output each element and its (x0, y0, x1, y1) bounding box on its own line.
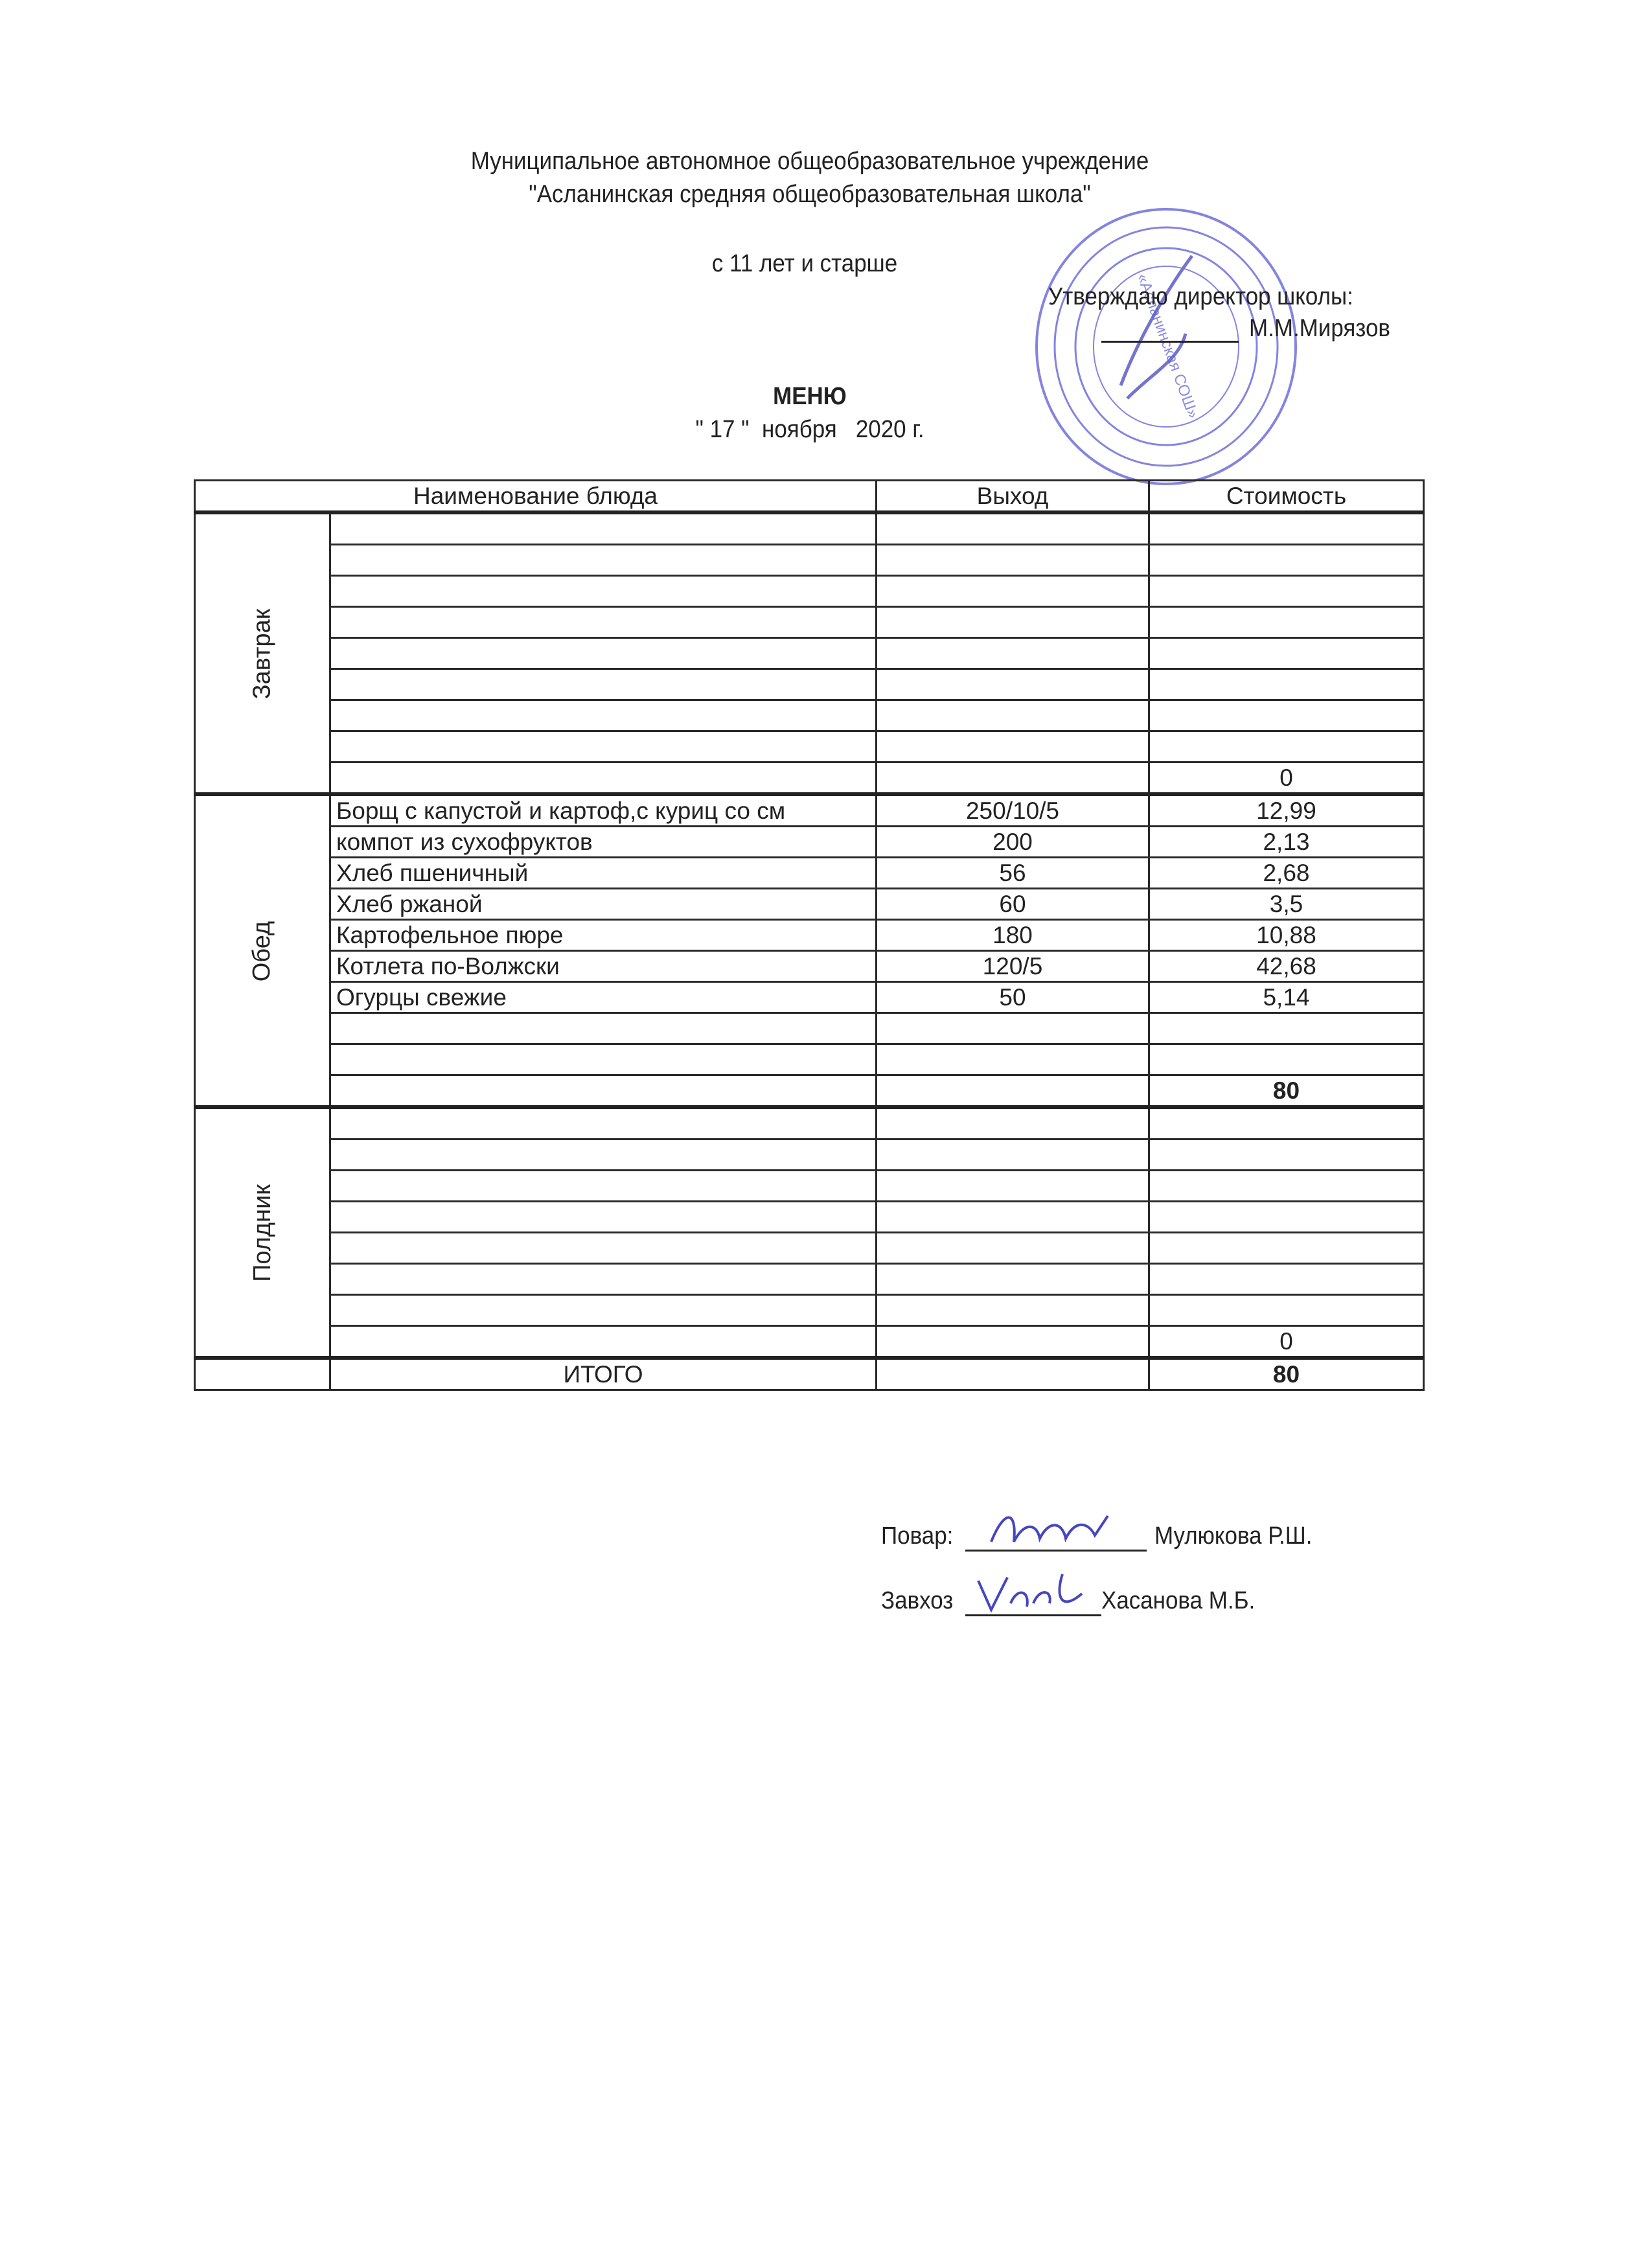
cost-cell (1149, 576, 1424, 607)
cost-cell: 80 (1149, 1075, 1424, 1108)
cook-label: Повар: (881, 1522, 954, 1550)
output-cell (877, 1140, 1149, 1171)
cost-cell (1149, 1202, 1424, 1233)
approve-label: Утверждаю директор школы: (1048, 283, 1353, 310)
total-output (877, 1358, 1149, 1390)
table-row (195, 1295, 1424, 1326)
table-row (195, 858, 1424, 889)
output-cell (877, 576, 1149, 607)
output-cell: 120/5 (877, 951, 1149, 982)
dish-name-cell: Картофельное пюре (330, 920, 877, 951)
table-header-row (195, 481, 1424, 513)
menu-date: " 17 " ноября 2020 г. (695, 416, 924, 443)
dish-name-cell: Борщ с капустой и картоф,с куриц со см (330, 794, 877, 827)
dish-name-cell (330, 1171, 877, 1202)
total-empty-cell (195, 1358, 330, 1390)
output-cell (877, 1233, 1149, 1264)
dish-name-cell (330, 1202, 877, 1233)
output-cell (877, 669, 1149, 700)
table-row (195, 920, 1424, 951)
dish-name-cell (330, 607, 877, 638)
cost-cell: 42,68 (1149, 951, 1424, 982)
dish-name-cell (330, 1013, 877, 1044)
cost-cell: 3,5 (1149, 889, 1424, 920)
cost-cell (1149, 1295, 1424, 1326)
table-row (195, 1140, 1424, 1171)
table-row (195, 731, 1424, 762)
table-row (195, 700, 1424, 731)
table-row (195, 638, 1424, 669)
column-header-output: Выход (877, 481, 1149, 513)
storekeeper-signature (972, 1568, 1101, 1620)
table-row (195, 607, 1424, 638)
director-signature-line (1101, 341, 1239, 343)
cost-cell: 0 (1149, 1326, 1424, 1358)
storekeeper-name: Хасанова М.Б. (1101, 1587, 1256, 1614)
table-row (195, 512, 1424, 545)
cook-name: Мулюкова Р.Ш. (1154, 1522, 1313, 1550)
output-cell: 180 (877, 920, 1149, 951)
table-row (195, 762, 1424, 795)
cook-signature (985, 1503, 1114, 1555)
total-cost: 80 (1149, 1358, 1424, 1390)
output-cell (877, 512, 1149, 545)
output-cell: 250/10/5 (877, 794, 1149, 827)
dish-name-cell (330, 576, 877, 607)
org-line-1: Муниципальное автономное общеобразовательное учреждение (470, 148, 1149, 175)
org-line-2: "Асланинская средняя общеобразовательная школа" (529, 181, 1091, 208)
cost-cell (1149, 512, 1424, 545)
cost-cell (1149, 1013, 1424, 1044)
dish-name-cell (330, 1264, 877, 1295)
cost-cell (1149, 1171, 1424, 1202)
cost-cell (1149, 545, 1424, 576)
output-cell (877, 1013, 1149, 1044)
output-cell (877, 1295, 1149, 1326)
table-row (195, 545, 1424, 576)
table-row (195, 1013, 1424, 1044)
output-cell (877, 1171, 1149, 1202)
section-label-cell (195, 794, 330, 1107)
table-row (195, 1264, 1424, 1295)
dish-name-cell: Котлета по-Волжски (330, 951, 877, 982)
age-group: с 11 лет и старше (711, 250, 898, 277)
cost-cell: 0 (1149, 762, 1424, 795)
cost-cell: 2,68 (1149, 858, 1424, 889)
dish-name-cell (330, 638, 877, 669)
table-row (195, 669, 1424, 700)
total-row (195, 1358, 1424, 1390)
dish-name-cell: Хлеб ржаной (330, 889, 877, 920)
dish-name-cell (330, 700, 877, 731)
svg-text:«Асланинская СОШ»: «Асланинская СОШ» (1133, 271, 1202, 421)
output-cell (877, 1044, 1149, 1075)
output-cell (877, 1326, 1149, 1358)
dish-name-cell (330, 1233, 877, 1264)
output-cell (877, 700, 1149, 731)
director-name: М.М.Мирязов (1249, 315, 1390, 342)
dish-name-cell: Хлеб пшеничный (330, 858, 877, 889)
dish-name-cell (330, 1107, 877, 1140)
cost-cell: 5,14 (1149, 982, 1424, 1013)
dish-name-cell (330, 762, 877, 795)
section-label-cell (195, 512, 330, 794)
dish-name-cell: компот из сухофруктов (330, 827, 877, 858)
dish-name-cell (330, 1075, 877, 1108)
dish-name-cell (330, 1326, 877, 1358)
table-row (195, 827, 1424, 858)
section-label: Полдник (248, 1184, 276, 1282)
menu-title: МЕНЮ (773, 383, 847, 410)
school-seal-stamp (1024, 204, 1309, 489)
output-cell: 200 (877, 827, 1149, 858)
storekeeper-label: Завхоз (881, 1587, 954, 1614)
cost-cell (1149, 1044, 1424, 1075)
cost-cell (1149, 607, 1424, 638)
dish-name-cell (330, 1295, 877, 1326)
table-row (195, 576, 1424, 607)
cost-cell (1149, 1264, 1424, 1295)
output-cell: 50 (877, 982, 1149, 1013)
column-header-cost: Стоимость (1149, 481, 1424, 513)
table-row (195, 794, 1424, 827)
dish-name-cell: Огурцы свежие (330, 982, 877, 1013)
cost-cell: 2,13 (1149, 827, 1424, 858)
dish-name-cell (330, 512, 877, 545)
table-row (195, 1171, 1424, 1202)
output-cell (877, 1107, 1149, 1140)
section-label: Обед (248, 921, 276, 981)
output-cell (877, 545, 1149, 576)
cost-cell (1149, 1233, 1424, 1264)
table-row (195, 1107, 1424, 1140)
table-row (195, 1202, 1424, 1233)
table-row (195, 889, 1424, 920)
table-row (195, 1326, 1424, 1358)
table-row (195, 951, 1424, 982)
table-row (195, 1044, 1424, 1075)
menu-table (194, 479, 1425, 1391)
section-label-cell (195, 1107, 330, 1358)
dish-name-cell (330, 1140, 877, 1171)
section-label: Завтрак (248, 608, 276, 699)
dish-name-cell (330, 669, 877, 700)
cost-cell (1149, 1140, 1424, 1171)
cost-cell: 10,88 (1149, 920, 1424, 951)
column-header-dish: Наименование блюда (195, 481, 877, 513)
output-cell (877, 1075, 1149, 1108)
output-cell (877, 762, 1149, 795)
dish-name-cell (330, 731, 877, 762)
output-cell (877, 638, 1149, 669)
cost-cell (1149, 700, 1424, 731)
cost-cell: 12,99 (1149, 794, 1424, 827)
table-row (195, 1075, 1424, 1108)
cost-cell (1149, 669, 1424, 700)
table-row (195, 1233, 1424, 1264)
output-cell (877, 1264, 1149, 1295)
output-cell: 60 (877, 889, 1149, 920)
dish-name-cell (330, 1044, 877, 1075)
output-cell: 56 (877, 858, 1149, 889)
dish-name-cell (330, 545, 877, 576)
total-label: ИТОГО (330, 1358, 877, 1390)
table-row (195, 982, 1424, 1013)
output-cell (877, 1202, 1149, 1233)
output-cell (877, 731, 1149, 762)
cost-cell (1149, 731, 1424, 762)
cost-cell (1149, 1107, 1424, 1140)
cost-cell (1149, 638, 1424, 669)
output-cell (877, 607, 1149, 638)
